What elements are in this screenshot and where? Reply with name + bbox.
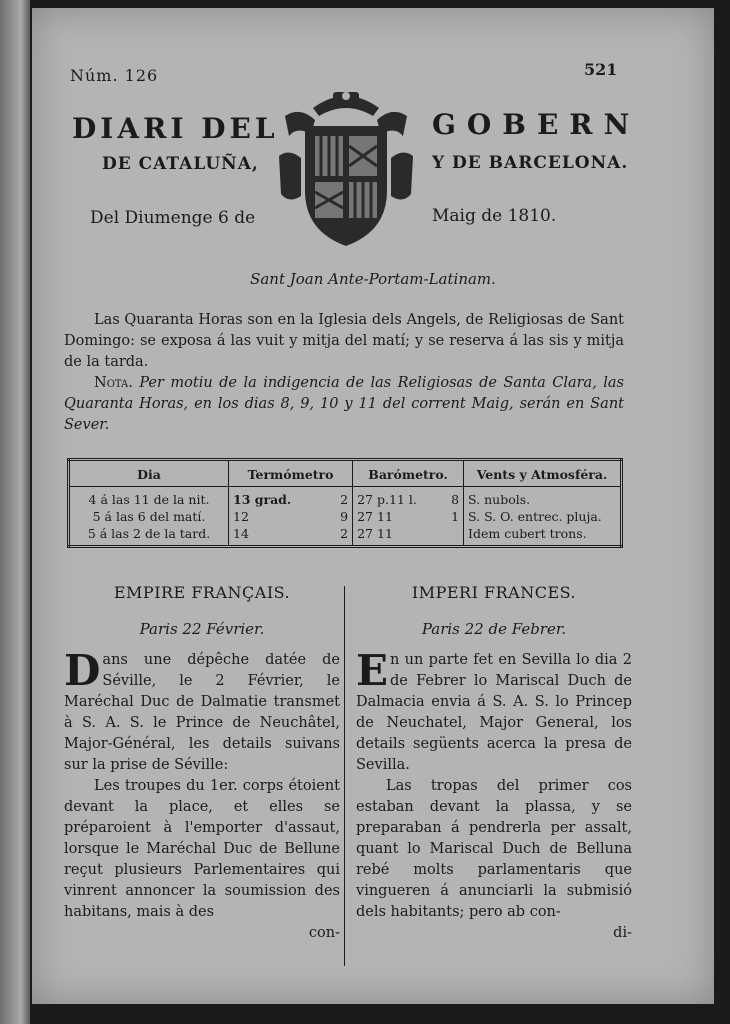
catalan-dropcap: E	[356, 646, 389, 695]
weather-wind: S. S. O. entrec. pluja.	[464, 508, 622, 525]
french-para-1: ans une dépêche datée de Séville, le 2 Février, le Maréchal Duc de Dalmatie transmet à S. A. S. le Prince de Neuchâtel, Major-Général, les details suivans sur la prise de Séville:	[64, 652, 340, 773]
weather-day: 5 á las 2 de la tard.	[87, 526, 211, 541]
weather-temp: 14	[229, 525, 329, 547]
column-divider	[344, 586, 345, 966]
weather-header-row	[69, 460, 622, 487]
facing-page-edge	[0, 0, 30, 1024]
weather-temp: 12	[229, 508, 329, 525]
newspaper-page	[32, 8, 714, 1004]
coat-of-arms-icon	[275, 86, 417, 251]
masthead-date-left: Del Diumenge 6 de	[90, 208, 256, 228]
french-catchword: con-	[308, 925, 340, 941]
catalan-para-1: n un parte fet en Sevilla lo dia 2 de Febrer lo Mariscal Duch de Dalmacia envia á S. A. S. lo Princep de Neuchatel, Major General, los details següents acerca la presa de Sevilla.	[356, 652, 632, 773]
nota-text: Per motiu de la indigencia de las Religiosas de Santa Clara, las Quaranta Horas, en los dias 8, 9, 10 y 11 del corrent Maig, serán en Sant Sever.	[64, 375, 624, 433]
weather-temp-frac: 9	[340, 509, 349, 524]
weather-baro-frac: 8	[451, 492, 460, 507]
issue-number: Núm. 126	[70, 66, 159, 85]
masthead-subtitle-right: Y DE BARCELONA.	[432, 153, 629, 173]
french-column	[64, 582, 340, 944]
catalan-column	[356, 582, 632, 944]
masthead-subtitle-left: DE CATALUÑA,	[102, 154, 259, 174]
catalan-dateline: Paris 22 de Febrer.	[421, 620, 567, 638]
masthead-date-right: Maig de 1810.	[432, 206, 557, 226]
page-number: 521	[584, 60, 618, 79]
weather-baro-frac	[442, 525, 464, 547]
saint-of-the-day: Sant Joan Ante-Portam-Latinam.	[250, 270, 496, 288]
weather-temp-frac: 2	[340, 526, 349, 541]
weather-table	[67, 458, 623, 548]
masthead-title-left: DIARI DEL	[72, 112, 279, 145]
weather-row	[69, 508, 622, 525]
weather-baro: 27 p.11 l.	[353, 487, 442, 509]
weather-row	[69, 525, 622, 547]
weather-day: 5 á las 6 del matí.	[92, 509, 206, 524]
weather-temp: 13 grad.	[229, 487, 329, 509]
french-dropcap: D	[64, 646, 101, 695]
catalan-article	[356, 646, 632, 944]
catalan-para-2: Las tropas del primer cos estaban devant la plassa, y se preparaban á pendrerla per assalt, quant lo Mariscal Duch de Belluna rebé molts parlamentaris que vingueren á anunciarli la submisió dels habitants; pero ab con-	[356, 778, 632, 920]
french-article	[64, 646, 340, 944]
nota-label: Nota.	[94, 375, 133, 391]
quaranta-horas-notice: Las Quaranta Horas son en la Iglesia dels Angels, de Religiosas de Sant Domingo: se exposa á las vuit y mitja del matí; y se reserva á las sis y mitja de la tarda.	[64, 312, 624, 370]
masthead-title-right: GOBERN	[432, 108, 641, 141]
weather-day: 4 á las 11 de la nit.	[88, 492, 210, 507]
intro-notices	[64, 310, 624, 436]
catalan-heading: IMPERI FRANCES.	[411, 583, 577, 602]
col-header-barometro: Barómetro.	[353, 460, 464, 487]
weather-row	[69, 487, 622, 509]
french-dateline: Paris 22 Février.	[139, 620, 265, 638]
col-header-vents: Vents y Atmosféra.	[464, 460, 622, 487]
col-header-dia: Dia	[69, 460, 229, 487]
weather-temp-frac: 2	[340, 492, 349, 507]
weather-wind: S. nubols.	[464, 487, 622, 509]
weather-baro: 27 11	[353, 508, 442, 525]
catalan-catchword: di-	[613, 925, 632, 941]
nota-notice	[64, 373, 624, 436]
french-para-2: Les troupes du 1er. corps étoient devant la place, et elles se préparoient à l'emporter d'assaut, lorsque le Maréchal Duc de Bellune reçut plusieurs Parlementaires qui vinrent annoncer la soumission des habitans, mais à des	[64, 778, 340, 920]
weather-wind: Idem cubert trons.	[464, 525, 622, 547]
weather-baro-frac: 1	[451, 509, 460, 524]
weather-baro: 27 11	[353, 525, 442, 547]
french-heading: EMPIRE FRANÇAIS.	[113, 583, 291, 602]
col-header-termometro: Termómetro	[229, 460, 353, 487]
